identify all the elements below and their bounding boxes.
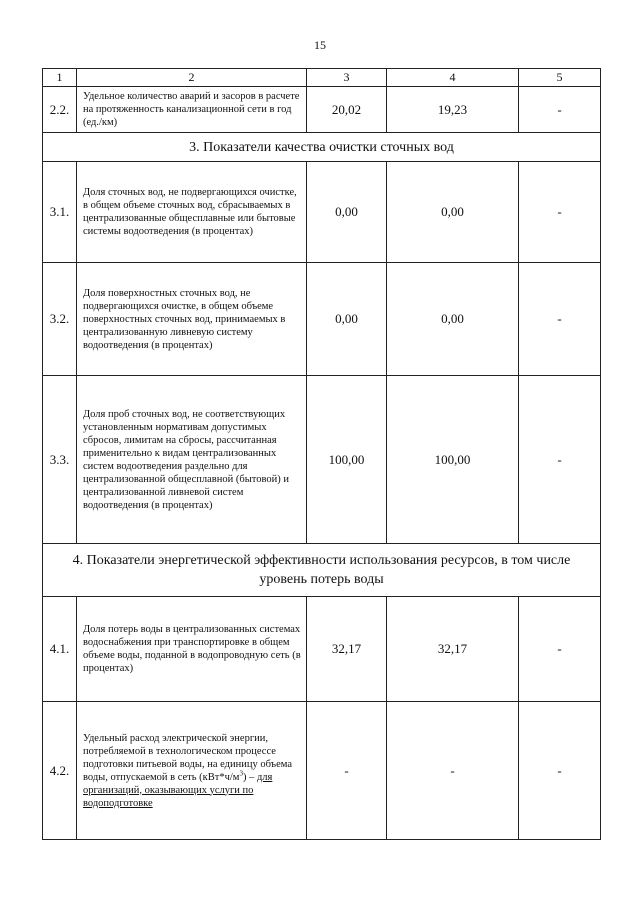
table-header-row xyxy=(43,69,601,87)
value-col3: - xyxy=(307,702,387,840)
header-cell: 3 xyxy=(307,69,387,87)
unit-superscript: 3 xyxy=(239,769,243,777)
value-col4: 19,23 xyxy=(387,87,519,133)
section-title: 3. Показатели качества очистки сточных вод xyxy=(43,133,601,162)
table-row xyxy=(43,263,601,376)
value-col4: 100,00 xyxy=(387,376,519,544)
row-number: 4.1. xyxy=(43,597,77,702)
row-number: 3.1. xyxy=(43,162,77,263)
section-row xyxy=(43,544,601,597)
row-number: 4.2. xyxy=(43,702,77,840)
indicator-description: Удельное количество аварий и засоров в расчете на протяженность канализационной сети в год (ед./км) xyxy=(77,87,307,133)
indicator-description: Доля сточных вод, не подвергающихся очистке, в общем объеме сточных вод, сбрасываемых в централизованные общесплавные или бытовые системы водоотведения (в процентах) xyxy=(77,162,307,263)
value-col5: - xyxy=(519,162,601,263)
row-number: 3.3. xyxy=(43,376,77,544)
value-col3: 0,00 xyxy=(307,263,387,376)
indicator-description: Доля проб сточных вод, не соответствующих установленным нормативам допустимых сбросов, лимитам на сбросы, рассчитанная применительно к видам централизованных систем водоотведения раздельно для централизованной общесплавной (бытовой) и централизованной ливневой систем водоотведения (в процентах) xyxy=(77,376,307,544)
description-text: Удельный расход электрической энергии, потребляемой в технологическом процессе подготовки питьевой воды, на единицу объема воды, отпускаемой в сеть (кВт*ч/м xyxy=(83,732,292,783)
table-row xyxy=(43,87,601,133)
table-row xyxy=(43,702,601,840)
indicator-description: Доля потерь воды в централизованных системах водоснабжения при транспортировке в общем объеме воды, поданной в водопроводную сеть (в процентах) xyxy=(77,597,307,702)
value-col4: - xyxy=(387,702,519,840)
value-col5: - xyxy=(519,597,601,702)
header-cell: 5 xyxy=(519,69,601,87)
row-number: 2.2. xyxy=(43,87,77,133)
table-row xyxy=(43,376,601,544)
value-col3: 32,17 xyxy=(307,597,387,702)
page-number: 15 xyxy=(314,38,326,52)
section-title: 4. Показатели энергетической эффективности использования ресурсов, в том числе уровень потерь воды xyxy=(43,544,601,597)
section-row xyxy=(43,133,601,162)
value-col5: - xyxy=(519,702,601,840)
header-cell: 4 xyxy=(387,69,519,87)
description-text: ) – xyxy=(242,771,257,783)
value-col4: 0,00 xyxy=(387,263,519,376)
row-number: 3.2. xyxy=(43,263,77,376)
header-cell: 2 xyxy=(77,69,307,87)
value-col4: 32,17 xyxy=(387,597,519,702)
table-row xyxy=(43,597,601,702)
underlined-note: для организаций, оказывающих услуги по водоподготовке xyxy=(83,771,273,809)
value-col5: - xyxy=(519,376,601,544)
value-col5: - xyxy=(519,263,601,376)
value-col3: 0,00 xyxy=(307,162,387,263)
value-col3: 20,02 xyxy=(307,87,387,133)
header-cell: 1 xyxy=(43,69,77,87)
value-col4: 0,00 xyxy=(387,162,519,263)
indicators-table xyxy=(42,68,601,840)
indicator-description: Доля поверхностных сточных вод, не подвергающихся очистке, в общем объеме поверхностных сточных вод, принимаемых в централизованную ливневую систему водоотведения (в процентах) xyxy=(77,263,307,376)
indicator-description xyxy=(77,702,307,840)
value-col5: - xyxy=(519,87,601,133)
table-row xyxy=(43,162,601,263)
value-col3: 100,00 xyxy=(307,376,387,544)
